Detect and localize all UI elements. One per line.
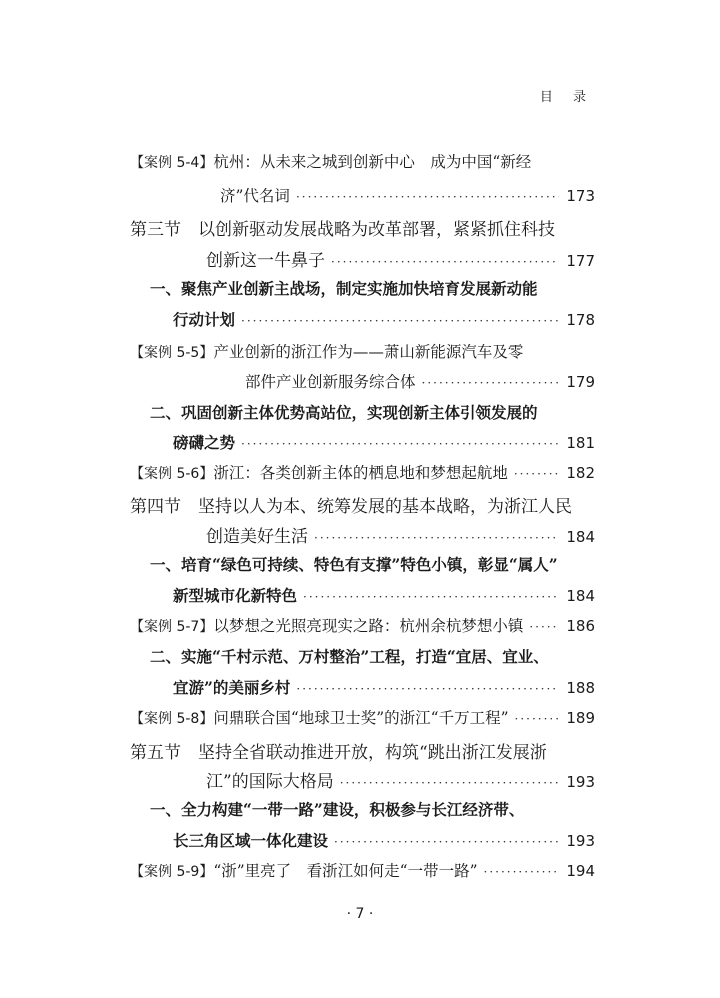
page-folio: · 7 · bbox=[346, 906, 374, 922]
subsection-heading: 宜游”的美丽乡村 bbox=[173, 678, 291, 697]
toc-line bbox=[0, 461, 720, 485]
toc-line bbox=[0, 492, 720, 516]
section-heading: 第四节 坚持以人为本、统筹发展的基本战略，为浙江人民 bbox=[130, 497, 572, 517]
toc-entry-text: 浙江：各类创新主体的栖息地和梦想起航地 bbox=[213, 464, 508, 482]
page-number: 182 bbox=[566, 464, 595, 482]
toc-line bbox=[0, 246, 720, 270]
toc-entry-text: 杭州：从未来之城到创新中心 成为中国“新经 bbox=[213, 153, 532, 171]
toc-line bbox=[0, 308, 720, 332]
page-number: 173 bbox=[566, 187, 595, 205]
case-label: 【案例 5-8】 bbox=[130, 711, 214, 727]
toc-line bbox=[0, 215, 720, 239]
toc-line bbox=[0, 340, 720, 364]
leader-dots bbox=[314, 531, 559, 545]
toc-line bbox=[0, 767, 720, 791]
toc-line bbox=[0, 553, 720, 577]
toc-line bbox=[0, 184, 720, 208]
toc-line bbox=[0, 401, 720, 425]
leader-dots bbox=[331, 255, 559, 269]
page-number: 184 bbox=[566, 528, 595, 546]
page-number: 181 bbox=[566, 434, 595, 452]
section-heading: 创造美好生活 bbox=[206, 527, 308, 547]
toc-entry-text: 济”代名词 bbox=[220, 187, 290, 205]
subsection-heading: 磅礴之势 bbox=[173, 433, 236, 452]
subsection-heading: 一、聚焦产业创新主战场，制定实施加快培育发展新动能 bbox=[150, 279, 538, 298]
page-number: 193 bbox=[566, 773, 595, 791]
leader-dots bbox=[515, 712, 559, 726]
leader-dots bbox=[529, 620, 559, 634]
toc-line bbox=[0, 150, 720, 174]
toc-line bbox=[0, 859, 720, 883]
toc-line bbox=[0, 522, 720, 546]
leader-dots bbox=[422, 376, 559, 390]
running-head: 目 录 bbox=[539, 90, 594, 105]
toc-line bbox=[0, 431, 720, 455]
toc-line bbox=[0, 614, 720, 638]
page-number: 189 bbox=[566, 709, 595, 727]
leader-dots bbox=[296, 190, 559, 204]
page-number: 188 bbox=[566, 679, 595, 697]
leader-dots bbox=[241, 314, 559, 328]
toc-line bbox=[0, 370, 720, 394]
toc-entry-text: 部件产业创新服务综合体 bbox=[245, 373, 416, 391]
leader-dots bbox=[296, 682, 559, 696]
toc-entry-text: 以梦想之光照亮现实之路：杭州余杭梦想小镇 bbox=[213, 617, 524, 635]
case-label: 【案例 5-9】 bbox=[130, 864, 214, 880]
toc-line bbox=[0, 645, 720, 669]
section-heading: 第五节 坚持全省联动推进开放，构筑“跳出浙江发展浙 bbox=[130, 743, 547, 763]
page-number: 177 bbox=[566, 252, 595, 270]
subsection-heading: 行动计划 bbox=[173, 310, 236, 329]
subsection-heading: 二、巩固创新主体优势高站位，实现创新主体引领发展的 bbox=[150, 403, 538, 422]
subsection-heading: 新型城市化新特色 bbox=[173, 586, 298, 605]
toc-line bbox=[0, 676, 720, 700]
page-number: 184 bbox=[566, 587, 595, 605]
section-heading: 创新这一牛鼻子 bbox=[206, 251, 325, 271]
page-number: 179 bbox=[566, 373, 595, 391]
leader-dots bbox=[340, 776, 559, 790]
subsection-heading: 一、全力构建“一带一路”建设，积极参与长江经济带、 bbox=[150, 800, 525, 819]
toc-line bbox=[0, 706, 720, 730]
leader-dots bbox=[241, 437, 559, 451]
page-number: 194 bbox=[566, 862, 595, 880]
case-label: 【案例 5-4】 bbox=[130, 155, 214, 171]
toc-entry-text: 产业创新的浙江作为——萧山新能源汽车及零 bbox=[213, 343, 524, 361]
leader-dots bbox=[334, 835, 559, 849]
subsection-heading: 长三角区域一体化建设 bbox=[173, 831, 329, 850]
section-heading: 第三节 以创新驱动发展战略为改革部署，紧紧抓住科技 bbox=[130, 220, 555, 240]
toc-line bbox=[0, 277, 720, 301]
page-number: 193 bbox=[566, 832, 595, 850]
case-label: 【案例 5-6】 bbox=[130, 466, 214, 482]
leader-dots bbox=[303, 590, 559, 604]
leader-dots bbox=[484, 865, 559, 879]
case-label: 【案例 5-7】 bbox=[130, 619, 214, 635]
toc-entry-text: “浙”里亮了 看浙江如何走“一带一路” bbox=[213, 862, 478, 880]
leader-dots bbox=[514, 467, 559, 481]
toc-line bbox=[0, 798, 720, 822]
toc-entry-text: 问鼎联合国“地球卫士奖”的浙江“千万工程” bbox=[213, 709, 509, 727]
section-heading: 江”的国际大格局 bbox=[206, 772, 334, 792]
toc-line bbox=[0, 829, 720, 853]
toc-line bbox=[0, 584, 720, 608]
toc-line bbox=[0, 738, 720, 762]
page-number: 186 bbox=[566, 617, 595, 635]
subsection-heading: 一、培育“绿色可持续、特色有支撑”特色小镇，彰显“属人” bbox=[150, 555, 558, 574]
subsection-heading: 二、实施“千村示范、万村整治”工程，打造“宜居、宜业、 bbox=[150, 647, 549, 666]
page-number: 178 bbox=[566, 311, 595, 329]
case-label: 【案例 5-5】 bbox=[130, 345, 214, 361]
